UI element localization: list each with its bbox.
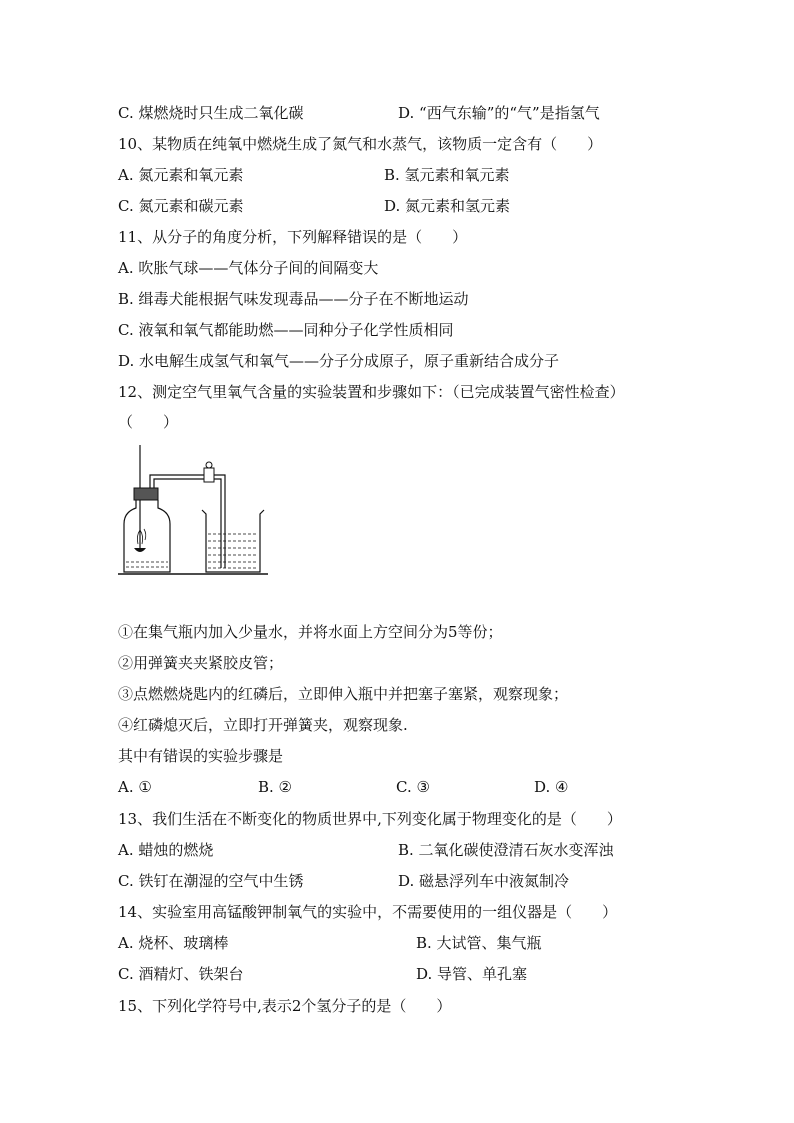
- q12-question: 其中有错误的实验步骤是: [118, 747, 284, 765]
- q14-option-c: C. 酒精灯、铁架台: [118, 965, 244, 983]
- q12-step3: ③点燃燃烧匙内的红磷后，立即伸入瓶中并把塞子塞紧，观察现象；: [118, 685, 569, 703]
- q11-option-d: D. 水电解生成氢气和氧气——分子分成原子，原子重新结合成分子: [118, 352, 560, 370]
- q10-stem: 10、某物质在纯氧中燃烧生成了氮气和水蒸气，该物质一定含有（ ）: [118, 135, 603, 153]
- q12-option-d: D. ④: [534, 778, 569, 796]
- q13-option-c: C. 铁钉在潮湿的空气中生锈: [118, 872, 304, 890]
- q12-bracket: （ ）: [118, 413, 179, 431]
- q13-option-b: B. 二氧化碳使澄清石灰水变浑浊: [398, 841, 614, 859]
- q11-option-a: A. 吹胀气球——气体分子间的间隔变大: [118, 259, 379, 277]
- q13-option-d: D. 磁悬浮列车中液氮制冷: [398, 872, 570, 890]
- q15-stem: 15、下列化学符号中,表示2个氢分子的是（ ）: [118, 997, 452, 1015]
- q13-option-a: A. 蜡烛的燃烧: [118, 841, 214, 859]
- q11-option-b: B. 缉毒犬能根据气味发现毒品——分子在不断地运动: [118, 290, 469, 308]
- q11-option-c: C. 液氧和氧气都能助燃——同种分子化学性质相同: [118, 321, 454, 339]
- q14-option-a: A. 烧杯、玻璃棒: [118, 934, 229, 952]
- q14-stem: 14、实验室用高锰酸钾制氧气的实验中，不需要使用的一组仪器是（ ）: [118, 903, 618, 921]
- q14-option-d: D. 导管、单孔塞: [416, 965, 528, 983]
- q12-step4: ④红磷熄灭后，立即打开弹簧夹，观察现象.: [118, 716, 408, 734]
- q12-option-c: C. ③: [396, 778, 430, 796]
- q14-option-b: B. 大试管、集气瓶: [416, 934, 542, 952]
- q10-option-d: D. 氮元素和氢元素: [384, 197, 511, 215]
- q10-option-c: C. 氮元素和碳元素: [118, 197, 244, 215]
- q10-option-b: B. 氢元素和氧元素: [384, 166, 510, 184]
- q9-option-c: C. 煤燃烧时只生成二氧化碳: [118, 104, 304, 122]
- q12-option-b: B. ②: [258, 778, 293, 796]
- q12-step2: ②用弹簧夹夹紧胶皮管；: [118, 654, 284, 672]
- q12-option-a: A. ①: [118, 778, 152, 796]
- q11-stem: 11、从分子的角度分析，下列解释错误的是（ ）: [118, 228, 468, 246]
- q12-stem: 12、测定空气里氧气含量的实验装置和步骤如下：（已完成装置气密性检查）: [118, 383, 625, 401]
- q12-step1: ①在集气瓶内加入少量水，并将水面上方空间分为5等份；: [118, 623, 503, 641]
- q10-option-a: A. 氮元素和氧元素: [118, 166, 244, 184]
- oxygen-experiment-diagram: [112, 440, 272, 580]
- q13-stem: 13、我们生活在不断变化的物质世界中,下列变化属于物理变化的是（ ）: [118, 810, 622, 828]
- q9-option-d: D. “西气东输”的“气”是指氢气: [398, 104, 600, 122]
